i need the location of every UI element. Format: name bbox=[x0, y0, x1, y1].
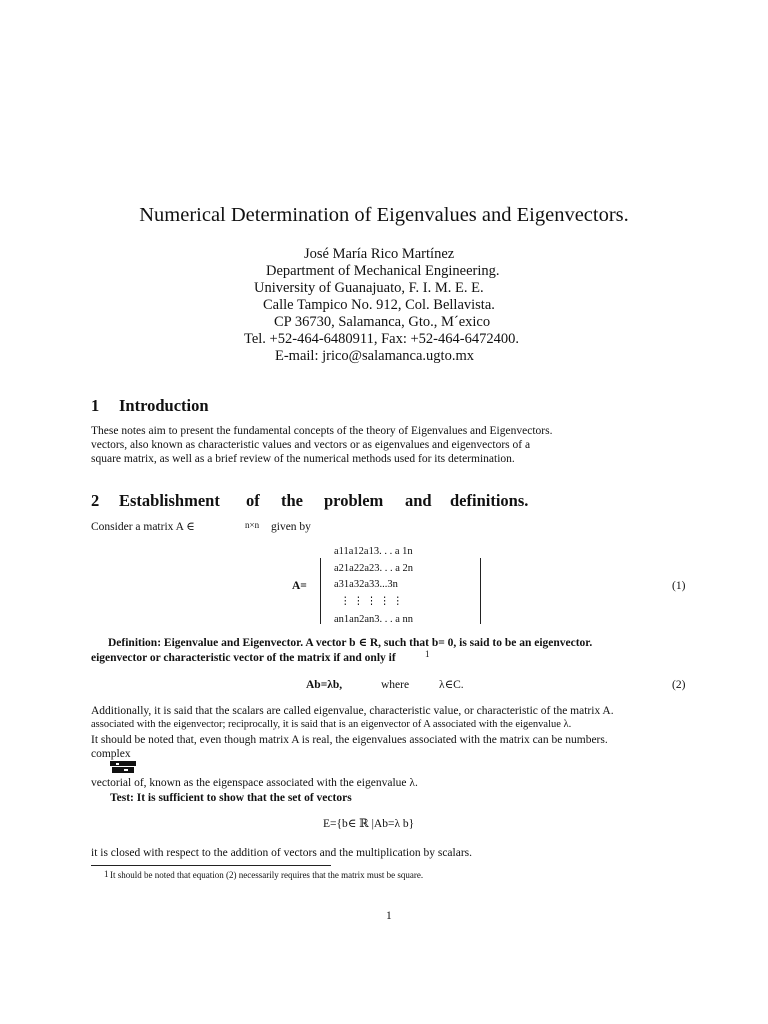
equation-number-1: (1) bbox=[672, 580, 686, 592]
set-equation: E={b∈ ℝ |Ab=λ b} bbox=[323, 818, 415, 830]
paragraph-line-2: associated with the eigenvector; reciprocally, it is said that is an eigenvector of A associated with the eigenvalue λ. bbox=[91, 719, 572, 730]
matrix-row-1: a11a12a13. . . a 1n bbox=[334, 546, 413, 557]
footnote-mark: 1 bbox=[425, 649, 430, 659]
matrix-row-2: a21a22a23. . . a 2n bbox=[334, 563, 414, 574]
author-name: José María Rico Martínez bbox=[304, 246, 455, 262]
matrix-row-4: ⋮ ⋮ ⋮ ⋮ ⋮ bbox=[340, 596, 403, 607]
paragraph-line-3: It should be noted that, even though matrix A is real, the eigenvalues associated with the matrix can be numbers. bbox=[91, 734, 608, 746]
author-phone: Tel. +52-464-6480911, Fax: +52-464-6472400. bbox=[244, 331, 519, 347]
matrix-label: A= bbox=[292, 580, 307, 592]
definition-line-2: eigenvector or characteristic vector of the matrix if and only if bbox=[91, 652, 396, 664]
page-number: 1 bbox=[386, 910, 392, 922]
test-line: Test: It is sufficient to show that the set of vectors bbox=[110, 792, 352, 804]
author-email: E-mail: jrico@salamanca.ugto.mx bbox=[275, 348, 474, 364]
equation2-lhs: Ab=λb, bbox=[306, 679, 343, 691]
given-by-text: given by bbox=[271, 521, 311, 533]
author-department: Department of Mechanical Engineering. bbox=[266, 263, 500, 279]
section1-line-2: vectors, also known as characteristic values and vectors or as eigenvalues and eigenvectors of a bbox=[91, 439, 531, 451]
vectorial-line: vectorial of, known as the eigenspace associated with the eigenvalue λ. bbox=[91, 777, 418, 789]
section1-line-1: These notes aim to present the fundamental concepts of the theory of Eigenvalues and Eigenvectors. bbox=[91, 425, 553, 437]
paper-title: Numerical Determination of Eigenvalues and Eigenvectors. bbox=[139, 204, 629, 226]
section2-word-1: Establishment bbox=[119, 491, 220, 510]
definition-line-1: Definition: Eigenvalue and Eigenvector. A vector b ∈ R, such that b= 0, is said to be an eigenvector. bbox=[108, 637, 593, 649]
section1-number: 1 bbox=[91, 396, 100, 415]
matrix-left-bracket bbox=[320, 558, 321, 624]
consider-text: Consider a matrix A ∈ bbox=[91, 521, 195, 533]
matrix-right-bracket bbox=[480, 558, 481, 624]
paragraph-line-1: Additionally, it is said that the scalars are called eigenvalue, characteristic value, or characteristic of the matrix A. bbox=[91, 705, 614, 717]
equation2-where: where bbox=[381, 679, 410, 691]
matrix-row-5: an1an2an3. . . a nn bbox=[334, 614, 414, 625]
footnote-number: 1 bbox=[104, 869, 109, 879]
section1-heading: Introduction bbox=[119, 396, 209, 415]
author-address-city: CP 36730, Salamanca, Gto., M´exico bbox=[274, 314, 491, 330]
section2-word-3: the bbox=[281, 491, 303, 510]
section2-word-2: of bbox=[246, 491, 260, 510]
footnote-rule bbox=[91, 865, 331, 866]
paragraph-line-4: complex bbox=[91, 748, 131, 760]
matrix-row-3: a31a32a33...3n bbox=[334, 579, 398, 590]
author-address-street: Calle Tampico No. 912, Col. Bellavista. bbox=[263, 297, 495, 313]
garbled-mark-icon bbox=[110, 760, 138, 774]
section1-line-3: square matrix, as well as a brief review of the numerical methods used for its determination. bbox=[91, 453, 515, 465]
author-university: University of Guanajuato, F. I. M. E. E. bbox=[254, 280, 484, 296]
closing-line: it is closed with respect to the addition of vectors and the multiplication by scalars. bbox=[91, 847, 473, 859]
equation-number-2: (2) bbox=[672, 679, 686, 691]
equation2-condition: λ∈C. bbox=[439, 679, 464, 691]
footnote-text: It should be noted that equation (2) necessarily requires that the matrix must be square. bbox=[110, 870, 424, 880]
section2-number: 2 bbox=[91, 491, 100, 510]
section2-word-4: problem bbox=[324, 491, 384, 510]
matrix-size-superscript: n×n bbox=[245, 520, 260, 530]
section2-word-5: and bbox=[405, 491, 432, 510]
section2-word-6: definitions. bbox=[450, 491, 529, 510]
